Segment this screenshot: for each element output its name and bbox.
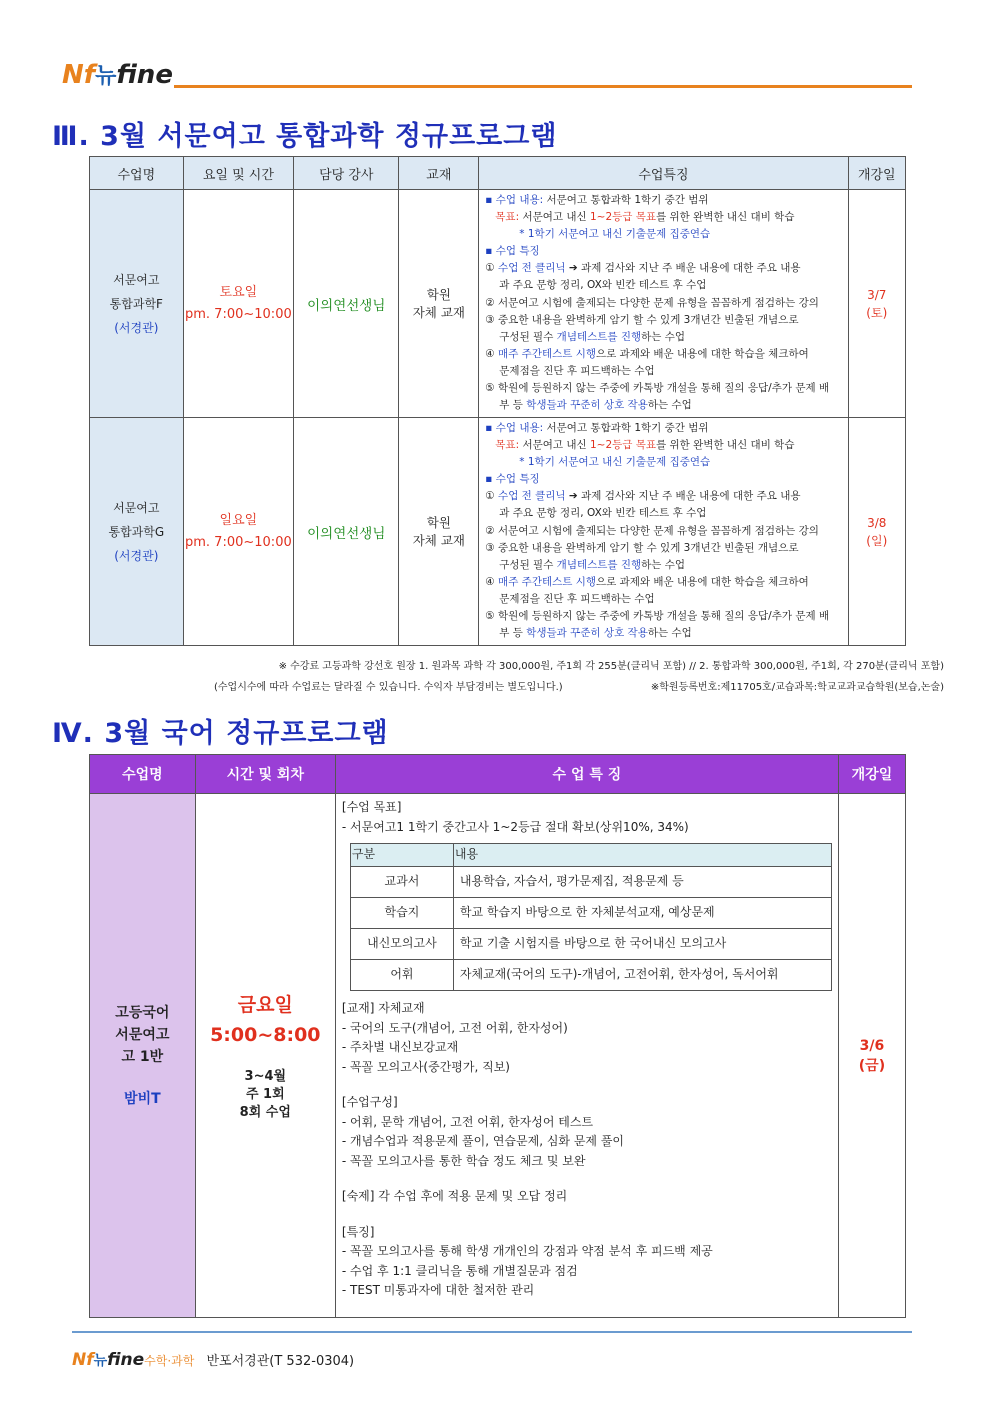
science-schedule-table bbox=[89, 156, 906, 646]
class-description: ▪ 수업 내용: 서문여고 통합과학 1학기 중간 범위 목표: 서문여고 내신 1~2등급 목표를 위한 완벽한 내신 대비 학습 * 1학기 서문여고 내신 기출문제 집중연습 ▪ 수업 특징 ① 수업 전 클리닉 ➔ 과제 검사와 지난 주 배운 내용에 대한 주요 내용 과 주요 문항 정리, OX와 빈칸 테스트 후 수업 ② 서문여고 시험에 출제되는 다양한 문제 유형을 꼼꼼하게 점검하는 강의 ③ 중요한 내용을 완벽하게 암기 할 수 있게 3개년간 빈출된 개념으로 구성된 필수 개념테스트를 진행하는 수업 ④ 매주 주간테스트 시행으로 과제와 배운 내용에 대한 학습을 체크하여 문제점을 진단 후 피드백하는 수업 ⑤ 학원에 등원하지 않는 주중에 카톡방 개설을 통해 질의 응답/추가 문제 배 부 등 학생들과 꾸준히 상호 작용하는 수업 bbox=[479, 418, 848, 646]
start-date: 3/7 (토) bbox=[848, 190, 905, 418]
start-date: 3/8 (일) bbox=[848, 418, 905, 646]
col-header: 요일 및 시간 bbox=[183, 157, 293, 190]
footer-divider bbox=[72, 1331, 912, 1333]
table-row bbox=[90, 190, 906, 418]
textbook: 학원 자체 교재 bbox=[399, 190, 479, 418]
class-description: ▪ 수업 내용: 서문여고 통합과학 1학기 중간 범위 목표: 서문여고 내신 1~2등급 목표를 위한 완벽한 내신 대비 학습 * 1학기 서문여고 내신 기출문제 집중연습 ▪ 수업 특징 ① 수업 전 클리닉 ➔ 과제 검사와 지난 주 배운 내용에 대한 주요 내용 과 주요 문항 정리, OX와 빈칸 테스트 후 수업 ② 서문여고 시험에 출제되는 다양한 문제 유형을 꼼꼼하게 점검하는 강의 ③ 중요한 내용을 완벽하게 암기 할 수 있게 3개년간 빈출된 개념으로 구성된 필수 개념테스트를 진행하는 수업 ④ 매주 주간테스트 시행으로 과제와 배운 내용에 대한 학습을 체크하여 문제점을 진단 후 피드백하는 수업 ⑤ 학원에 등원하지 않는 주중에 카톡방 개설을 통해 질의 응답/추가 문제 배 부 등 학생들과 꾸준히 상호 작용하는 수업 bbox=[479, 190, 848, 418]
table-row bbox=[90, 794, 906, 1318]
class-name: 고등국어 서문여고 고 1반 밤비T bbox=[90, 794, 196, 1318]
registration-note: ※학원등록번호:제11705호/교습과목:학교교과교습학원(보습,논술) bbox=[650, 682, 944, 693]
materials-table: 구분 내용 교과서 내용학습, 자습서, 평가문제집, 적용문제 등 학습지 학교 학습지 바탕으로 한 자체분석교재, 예상문제 내신모의고사 학교 기출 시험지를 바탕으로 한 국어내신 모의고사 어휘 자체교재(국어의 도구)-개념어, 고전어휘, 한자성어, 독서어휘 bbox=[350, 843, 832, 991]
class-time: 토요일 pm. 7:00~10:00 bbox=[183, 190, 293, 418]
col-header: 교재 bbox=[399, 157, 479, 190]
class-name: 서문여고 통합과학F (서경관) bbox=[90, 190, 184, 418]
col-header: 담당 강사 bbox=[294, 157, 399, 190]
class-name: 서문여고 통합과학G (서경관) bbox=[90, 418, 184, 646]
header-divider bbox=[174, 85, 912, 88]
branch-info: 반포서경관(T 532-0304) bbox=[206, 1354, 355, 1369]
fee-note-sub: (수업시수에 따라 수업료는 달라질 수 있습니다. 수익자 부담경비는 별도입니다.) bbox=[214, 682, 563, 693]
fee-note: ※ 수강료 고등과학 강선호 원장 1. 원과목 과학 각 300,000원, 주1회 각 255분(클리닉 포함) // 2. 통합과학 300,000원, 주1회, 각 270분(클리닉 포함) bbox=[278, 661, 944, 672]
col-header: 시간 및 회차 bbox=[195, 755, 335, 794]
brand-logo: Nf뉴fine bbox=[62, 60, 173, 90]
teacher: 밤비T bbox=[124, 1090, 161, 1107]
teacher: 이의연선생님 bbox=[294, 418, 399, 646]
col-header: 수업특징 bbox=[479, 157, 848, 190]
korean-schedule-table bbox=[89, 754, 906, 1318]
footer-logo: Nf뉴fine bbox=[72, 1350, 145, 1370]
page-footer: Nf뉴fine수학·과학 반포서경관(T 532-0304) bbox=[72, 1350, 355, 1370]
table-row bbox=[90, 418, 906, 646]
page-header bbox=[62, 56, 912, 96]
col-header: 수업명 bbox=[90, 755, 196, 794]
col-header: 개강일 bbox=[848, 157, 905, 190]
col-header: 수업명 bbox=[90, 157, 184, 190]
table-row: 내신모의고사 학교 기출 시험지를 바탕으로 한 국어내신 모의고사 bbox=[350, 929, 831, 960]
teacher: 이의연선생님 bbox=[294, 190, 399, 418]
col-header: 개강일 bbox=[838, 755, 905, 794]
start-date: 3/6 (금) bbox=[838, 794, 905, 1318]
table-row: 교과서 내용학습, 자습서, 평가문제집, 적용문제 등 bbox=[350, 867, 831, 898]
section4-title: Ⅳ. 3월 국어 정규프로그램 bbox=[52, 718, 389, 749]
section3-title: Ⅲ. 3월 서문여고 통합과학 정규프로그램 bbox=[52, 121, 558, 152]
class-time: 금요일 5:00~8:00 3~4월 주 1회 8회 수업 bbox=[195, 794, 335, 1318]
class-description: [수업 목표] - 서문여고1 1학기 중간고사 1~2등급 절대 확보(상위10%, 34%) 구분 내용 교과서 내용학습, 자습서, 평가문제집, 적용문제 등 학습지 학교 학습지 바탕으로 한 자체분석교재, 예상문제 내신모의고사 학교 기출 시험지를 바탕으로 한 국어내신 모의고사 어휘 자체교재(국어의 도구)-개념어, 고전어휘, 한자성어, 독서어휘 [교재] 자체교재 - 국어의 도구(개념어, 고전 어휘, 한자성어) - 주차별 내신보강교재 - 꼭꼴 모의고사(중간평가, 직보) [수업구성] - 어휘, 문학 개념어, 고전 어휘, 한자성어 테스트 - 개념수업과 적용문제 풀이, 연습문제, 심화 문제 풀이 - 꼭꼴 모의고사를 통한 학습 정도 체크 및 보완 [숙제] 각 수업 후에 적용 문제 및 오답 정리 [특징] - 꼭꼴 모의고사를 통해 학생 개개인의 강점과 약점 분석 후 피드백 제공 - 수업 후 1:1 클리닉을 통해 개별질문과 점검 - TEST 미통과자에 대한 철저한 관리 bbox=[335, 794, 838, 1318]
col-header: 수 업 특 징 bbox=[335, 755, 838, 794]
class-time: 일요일 pm. 7:00~10:00 bbox=[183, 418, 293, 646]
table-row: 학습지 학교 학습지 바탕으로 한 자체분석교재, 예상문제 bbox=[350, 898, 831, 929]
textbook: 학원 자체 교재 bbox=[399, 418, 479, 646]
table-row: 어휘 자체교재(국어의 도구)-개념어, 고전어휘, 한자성어, 독서어휘 bbox=[350, 960, 831, 991]
